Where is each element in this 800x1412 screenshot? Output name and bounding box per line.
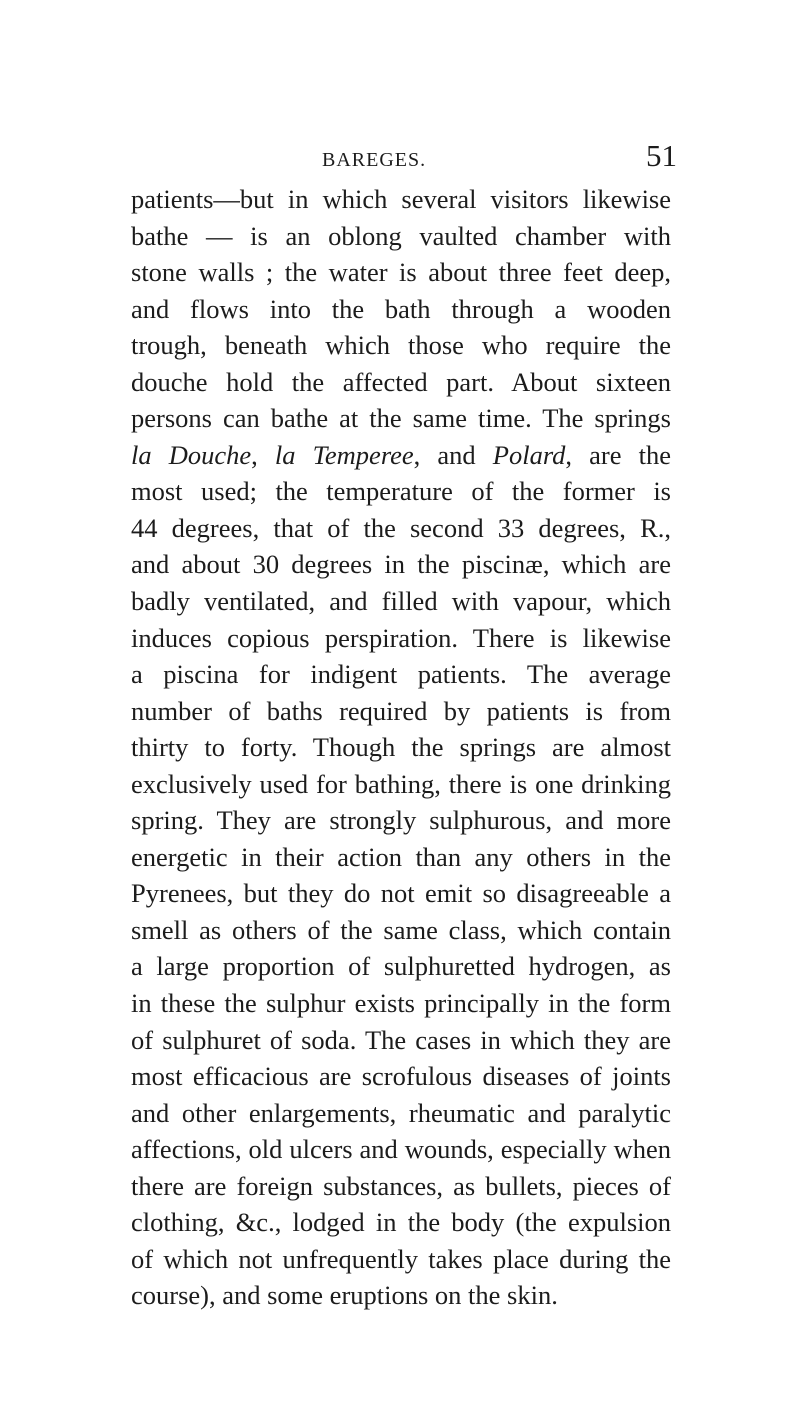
text-line: energetic in their action than any others in the [131, 841, 671, 872]
text-line-with-spring-names [131, 437, 671, 474]
running-title: BAREGES. [322, 149, 427, 171]
text-line: 44 degrees, that of the second 33 degrees, R., [131, 512, 671, 543]
text-line: bathe — is an oblong vaulted chamber with [131, 220, 671, 251]
text-line: Pyrenees, but they do not emit so disagreeable a [131, 878, 671, 909]
text-line-last: course), and some eruptions on the skin. [131, 1280, 558, 1311]
text-line: a large proportion of sulphuretted hydrogen, as [131, 951, 671, 982]
text-line: most used; the temperature of the former is [131, 476, 671, 507]
text-line: of which not unfrequently takes place during the [131, 1243, 671, 1274]
text-line: badly ventilated, and filled with vapour, which [131, 586, 671, 617]
page-number: 51 [646, 138, 677, 173]
text-line: there are foreign substances, as bullets, pieces of [131, 1170, 671, 1201]
text-line: in these the sulphur exists principally in the form [131, 988, 671, 1019]
text-line: smell as others of the same class, which contain [131, 914, 671, 945]
text-line: patients—but in which several visitors likewise [131, 184, 671, 214]
body-paragraph [131, 181, 671, 1314]
text-line: thirty to forty. Though the springs are almost [131, 732, 671, 763]
spring-name-douche: la Douche [131, 439, 252, 470]
text-line: exclusively used for bathing, there is one drinking [131, 768, 671, 799]
separator: , [251, 439, 275, 470]
text-line: a piscina for indigent patients. The average [131, 659, 671, 690]
text-line: most efficacious are scrofulous diseases of joints [131, 1061, 671, 1092]
text-line: and flows into the bath through a wooden [131, 293, 671, 324]
spring-name-polard: Polard [492, 439, 566, 470]
text-line: affections, old ulcers and wounds, especially when [131, 1134, 671, 1165]
text-line: and about 30 degrees in the piscinæ, which are [131, 549, 671, 580]
line-tail: , are the [565, 439, 671, 470]
text-line: and other enlargements, rheumatic and paralytic [131, 1097, 671, 1128]
text-line: induces copious perspiration. There is likewise [131, 622, 671, 653]
text-line: spring. They are strongly sulphurous, and more [131, 805, 671, 836]
separator: , and [413, 439, 493, 470]
text-line: persons can bathe at the same time. The springs [131, 403, 671, 434]
text-line: stone walls ; the water is about three feet deep, [131, 257, 671, 288]
text-line: douche hold the affected part. About sixteen [131, 366, 671, 397]
text-line: of sulphuret of soda. The cases in which they are [131, 1024, 671, 1055]
spring-name-temperee: la Temperee [274, 439, 414, 470]
text-line: trough, beneath which those who require the [131, 330, 671, 361]
text-line: clothing, &c., lodged in the body (the expulsion [131, 1207, 671, 1238]
text-line: number of baths required by patients is from [131, 695, 671, 726]
